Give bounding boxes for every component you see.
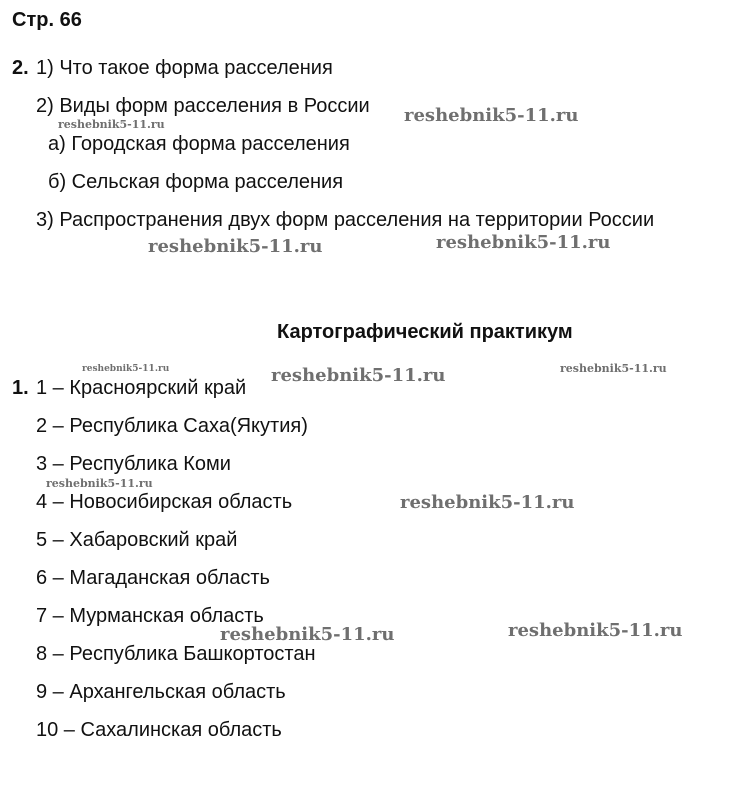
task-1-item-3: 3 – Республика Коми <box>36 453 231 475</box>
task-1-item-1: 1 – Красноярский край <box>36 377 247 399</box>
watermark: reshebnik5-11.ru <box>436 232 611 253</box>
watermark: reshebnik5-11.ru <box>220 624 395 645</box>
watermark: reshebnik5-11.ru <box>148 236 323 257</box>
task-1-item-6: 6 – Магаданская область <box>36 567 270 589</box>
watermark: reshebnik5-11.ru <box>404 105 579 126</box>
task-1-number: 1. <box>12 377 29 399</box>
section-title: Картографический практикум <box>277 321 573 343</box>
watermark: reshebnik5-11.ru <box>82 364 170 374</box>
page-label: Стр. 66 <box>12 9 82 31</box>
watermark: reshebnik5-11.ru <box>508 620 683 641</box>
watermark: reshebnik5-11.ru <box>46 477 153 490</box>
task-2-number: 2. <box>12 57 29 79</box>
task-2-item-2b: б) Сельская форма расселения <box>48 171 344 193</box>
watermark: reshebnik5-11.ru <box>58 118 165 131</box>
task-2-item-2a: а) Городская форма расселения <box>48 133 350 155</box>
watermark: reshebnik5-11.ru <box>400 492 575 513</box>
task-2-item-2: 2) Виды форм расселения в России <box>36 95 370 117</box>
task-1-item-4: 4 – Новосибирская область <box>36 491 293 513</box>
task-2-item-3: 3) Распространения двух форм расселения на территории России <box>36 209 655 231</box>
task-2-item-1: 1) Что такое форма расселения <box>36 57 333 79</box>
task-1-item-5: 5 – Хабаровский край <box>36 529 238 551</box>
task-1-item-10: 10 – Сахалинская область <box>36 719 282 741</box>
task-1-item-8: 8 – Республика Башкортостан <box>36 643 316 665</box>
task-1-item-7: 7 – Мурманская область <box>36 605 264 627</box>
task-1-item-9: 9 – Архангельская область <box>36 681 286 703</box>
watermark: reshebnik5-11.ru <box>560 362 667 375</box>
task-1-item-2: 2 – Республика Саха(Якутия) <box>36 415 308 437</box>
watermark: reshebnik5-11.ru <box>271 365 446 386</box>
